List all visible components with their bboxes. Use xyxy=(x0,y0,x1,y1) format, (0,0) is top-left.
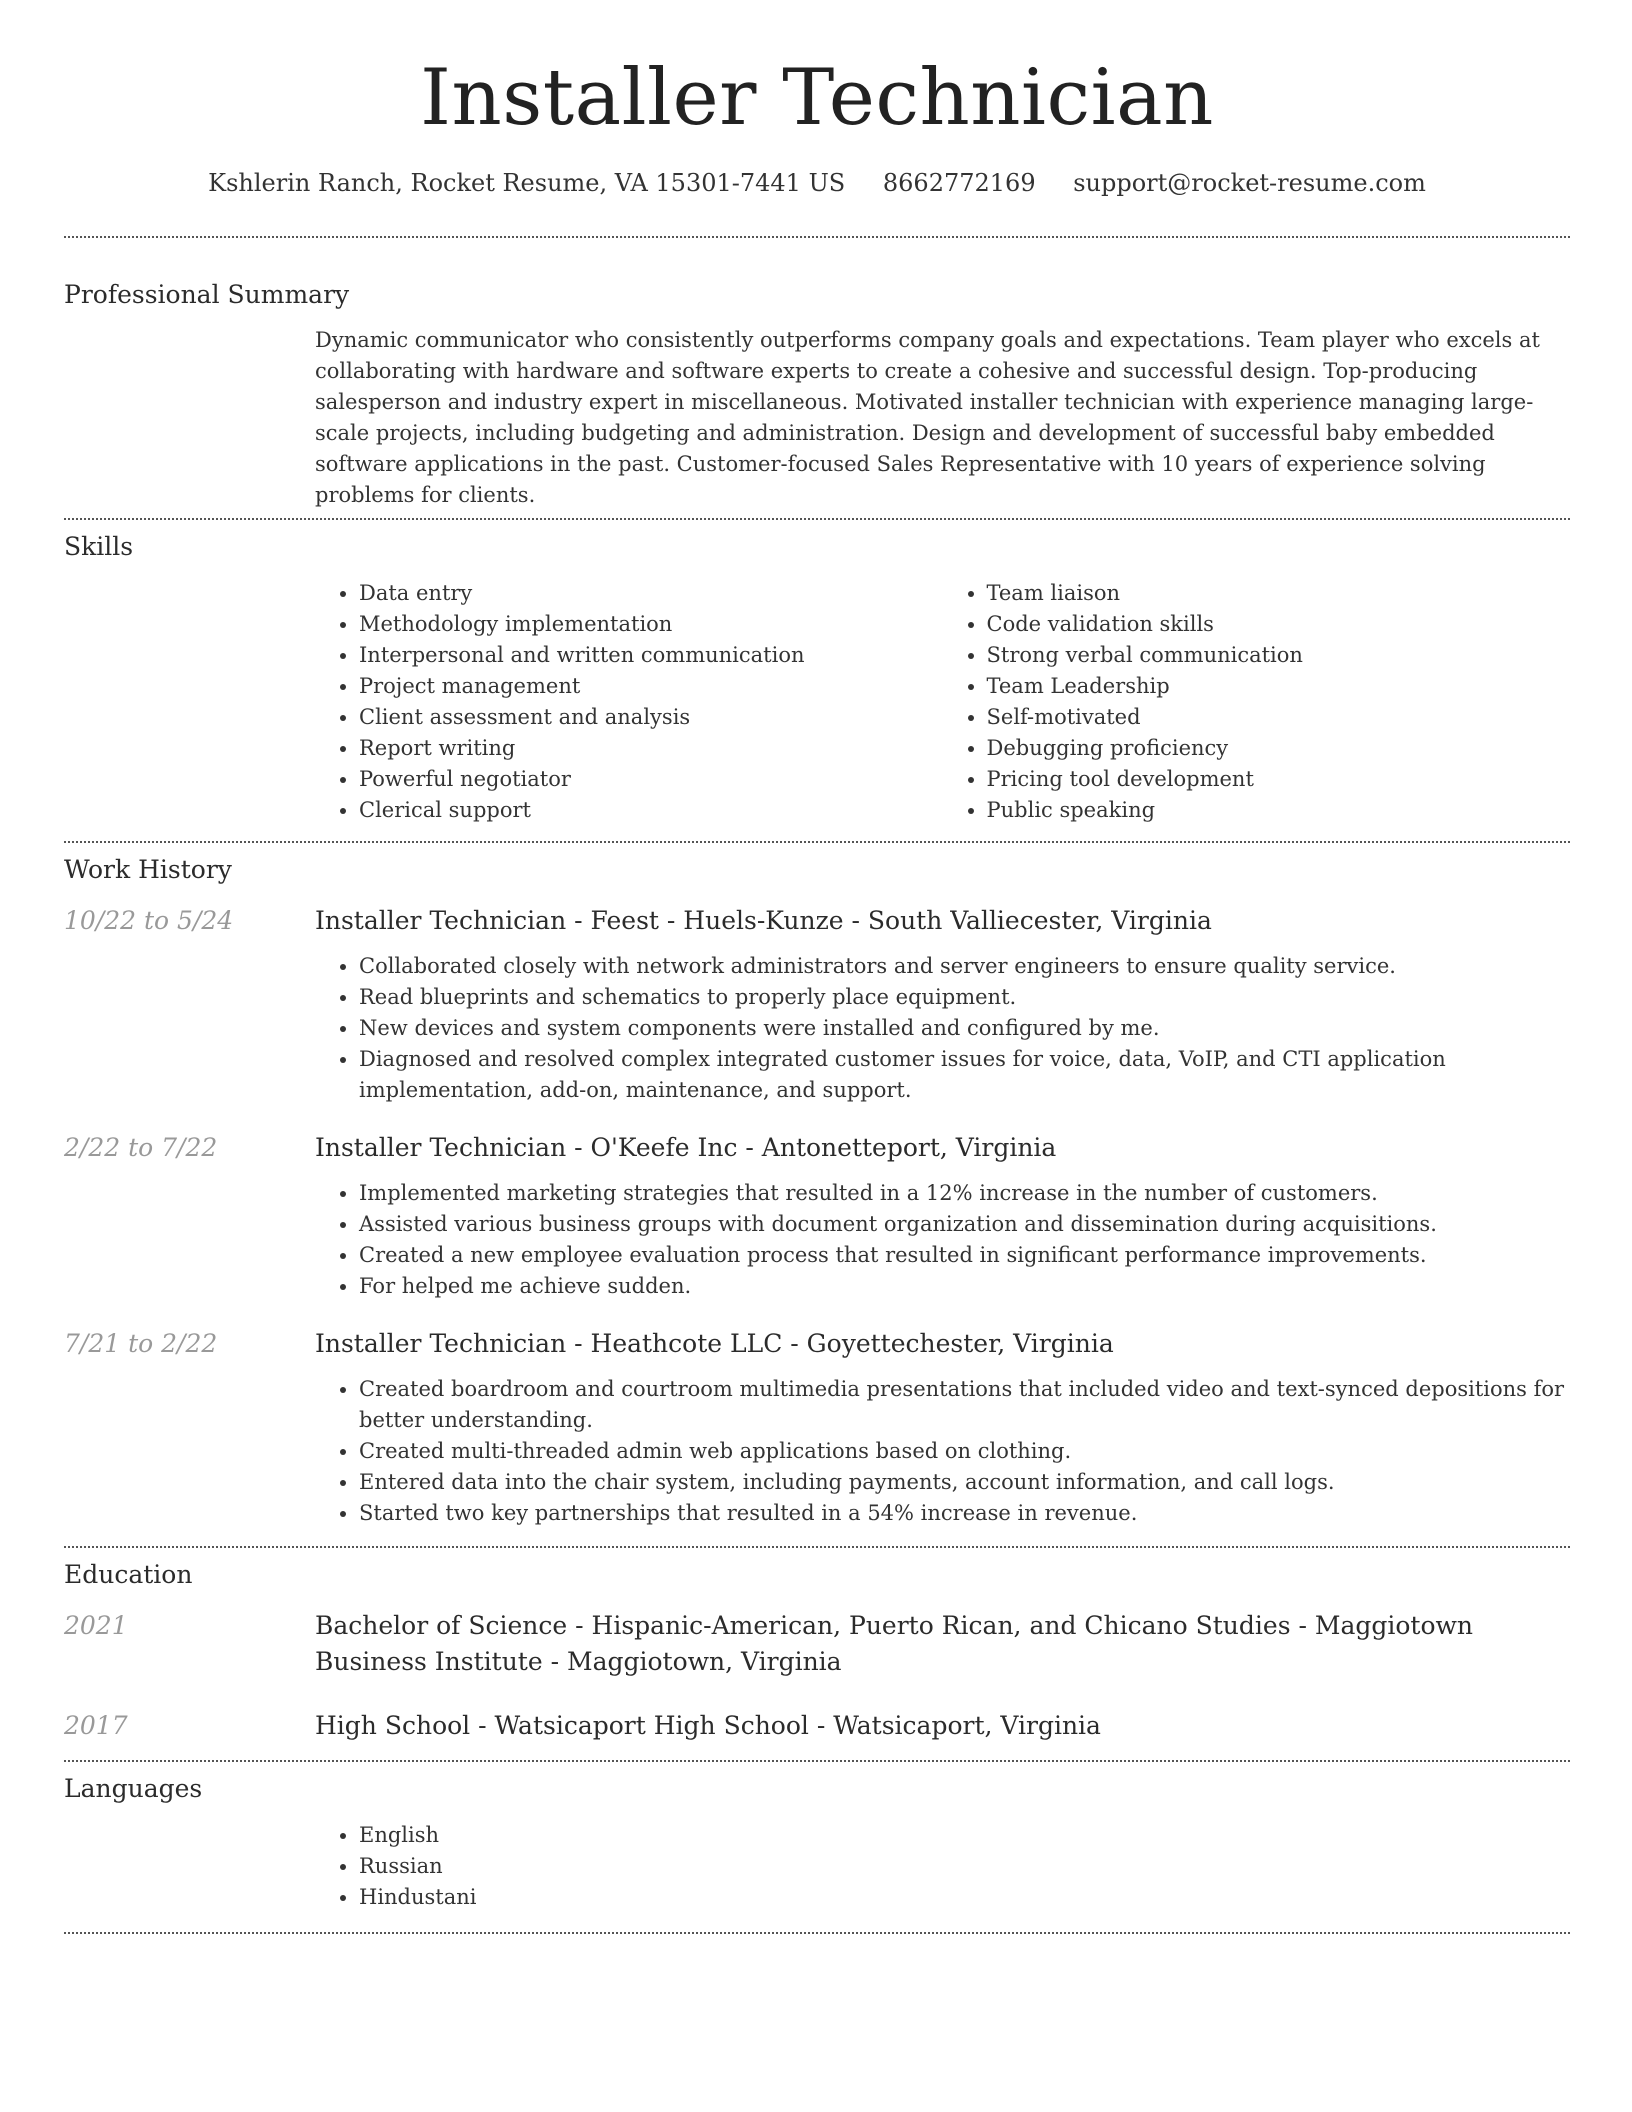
skills-column-left xyxy=(315,578,943,826)
skill-item: • Methodology implementation xyxy=(359,609,943,640)
languages-list xyxy=(315,1820,1570,1913)
skill-item: • Debugging proficiency xyxy=(987,733,1571,764)
candidate-name: Installer Technician xyxy=(420,53,1214,143)
education-entry xyxy=(64,1708,1570,1744)
skills-heading: Skills xyxy=(64,532,134,561)
skill-item: • Code validation skills xyxy=(987,609,1571,640)
job-bullet: • New devices and system components were installed and configured by me. xyxy=(359,1013,1570,1044)
job-bullet: • Created multi-threaded admin web applications based on clothing. xyxy=(359,1436,1570,1467)
skills-list xyxy=(315,578,1570,826)
job-bullet: • Created boardroom and courtroom multimedia presentations that included video and text-synced depositions for better understanding. xyxy=(359,1374,1570,1436)
section-divider xyxy=(64,1546,1570,1548)
job-title: Installer Technician - Feest - Huels-Kunze - South Valliecester, Virginia xyxy=(315,906,1212,935)
job-title: Installer Technician - O'Keefe Inc - Antonetteport, Virginia xyxy=(315,1133,1057,1162)
section-divider xyxy=(64,1760,1570,1762)
skill-item: • Clerical support xyxy=(359,795,943,826)
skill-item: • Team Leadership xyxy=(987,671,1571,702)
education-entry xyxy=(64,1608,1570,1680)
skill-item: • Client assessment and analysis xyxy=(359,702,943,733)
contact-address: Kshlerin Ranch, Rocket Resume, VA 15301-7441 US xyxy=(208,169,846,197)
skills-column-right xyxy=(943,578,1571,826)
job-bullet: • Read blueprints and schematics to properly place equipment. xyxy=(359,982,1570,1013)
job-body xyxy=(315,903,1570,1106)
section-divider xyxy=(64,236,1570,238)
education-heading: Education xyxy=(64,1560,193,1589)
education-degree: Bachelor of Science - Hispanic-American, Puerto Rican, and Chicano Studies - Maggiotown Business Institute - Maggiotown, Virginia xyxy=(315,1611,1474,1676)
summary-text: Dynamic communicator who consistently outperforms company goals and expectations. Team player who excels at collaborating with hardware and software experts to create a cohesive and successful design. Top-producing salesperson and industry expert in miscellaneous. Motivated installer technician with experience managing large-scale projects, including budgeting and administration. Design and development of successful baby embedded software applications in the past. Customer-focused Sales Representative with 10 years of experience solving problems for clients. xyxy=(315,328,1540,507)
summary-body xyxy=(315,325,1570,511)
skill-item: • Interpersonal and written communication xyxy=(359,640,943,671)
job-body xyxy=(315,1326,1570,1529)
skill-item: • Strong verbal communication xyxy=(987,640,1571,671)
education-degree: High School - Watsicaport High School - Watsicaport, Virginia xyxy=(315,1711,1101,1740)
job-bullet: • Started two key partnerships that resulted in a 54% increase in revenue. xyxy=(359,1498,1570,1529)
job-dates: 2/22 to 7/22 xyxy=(64,1133,218,1162)
education-year: 2021 xyxy=(64,1611,128,1640)
job-dates: 7/21 to 2/22 xyxy=(64,1329,218,1358)
section-divider xyxy=(64,518,1570,520)
work-history-heading: Work History xyxy=(64,855,232,884)
contact-email[interactable]: support@rocket-resume.com xyxy=(1073,169,1426,197)
section-divider xyxy=(64,1932,1570,1934)
skill-item: • Self-motivated xyxy=(987,702,1571,733)
job-bullet: • Implemented marketing strategies that resulted in a 12% increase in the number of customers. xyxy=(359,1178,1437,1209)
summary-heading: Professional Summary xyxy=(64,280,350,309)
skill-item: • Pricing tool development xyxy=(987,764,1571,795)
job-body xyxy=(315,1130,1437,1302)
section-divider xyxy=(64,841,1570,843)
job-bullet: • Collaborated closely with network administrators and server engineers to ensure quality service. xyxy=(359,951,1570,982)
languages-heading: Languages xyxy=(64,1774,203,1803)
job-entry xyxy=(64,1326,1570,1529)
job-bullets xyxy=(315,1374,1570,1529)
job-bullet: • Entered data into the chair system, including payments, account information, and call logs. xyxy=(359,1467,1570,1498)
job-entry xyxy=(64,903,1570,1106)
contact-line xyxy=(64,168,1570,198)
job-bullet: • Assisted various business groups with document organization and dissemination during acquisitions. xyxy=(359,1209,1437,1240)
education-year: 2017 xyxy=(64,1711,128,1740)
skill-item: • Powerful negotiator xyxy=(359,764,943,795)
language-item: • Hindustani xyxy=(359,1882,1570,1913)
language-item: • Russian xyxy=(359,1851,1570,1882)
resume-page xyxy=(64,0,1570,1934)
job-title: Installer Technician - Heathcote LLC - Goyettechester, Virginia xyxy=(315,1329,1114,1358)
job-entry xyxy=(64,1130,1570,1302)
skill-item: • Team liaison xyxy=(987,578,1571,609)
job-dates: 10/22 to 5/24 xyxy=(64,906,234,935)
job-bullets xyxy=(315,1178,1437,1302)
job-bullet: • Created a new employee evaluation process that resulted in significant performance improvements. xyxy=(359,1240,1437,1271)
skill-item: • Report writing xyxy=(359,733,943,764)
job-bullet: • For helped me achieve sudden. xyxy=(359,1271,1437,1302)
languages-body xyxy=(315,1820,1570,1913)
language-item: • English xyxy=(359,1820,1570,1851)
skill-item: • Data entry xyxy=(359,578,943,609)
skill-item: • Project management xyxy=(359,671,943,702)
contact-phone: 8662772169 xyxy=(882,169,1036,197)
job-bullets xyxy=(315,951,1570,1106)
job-bullet: • Diagnosed and resolved complex integrated customer issues for voice, data, VoIP, and CTI application implementation, add-on, maintenance, and support. xyxy=(359,1044,1570,1106)
skill-item: • Public speaking xyxy=(987,795,1571,826)
